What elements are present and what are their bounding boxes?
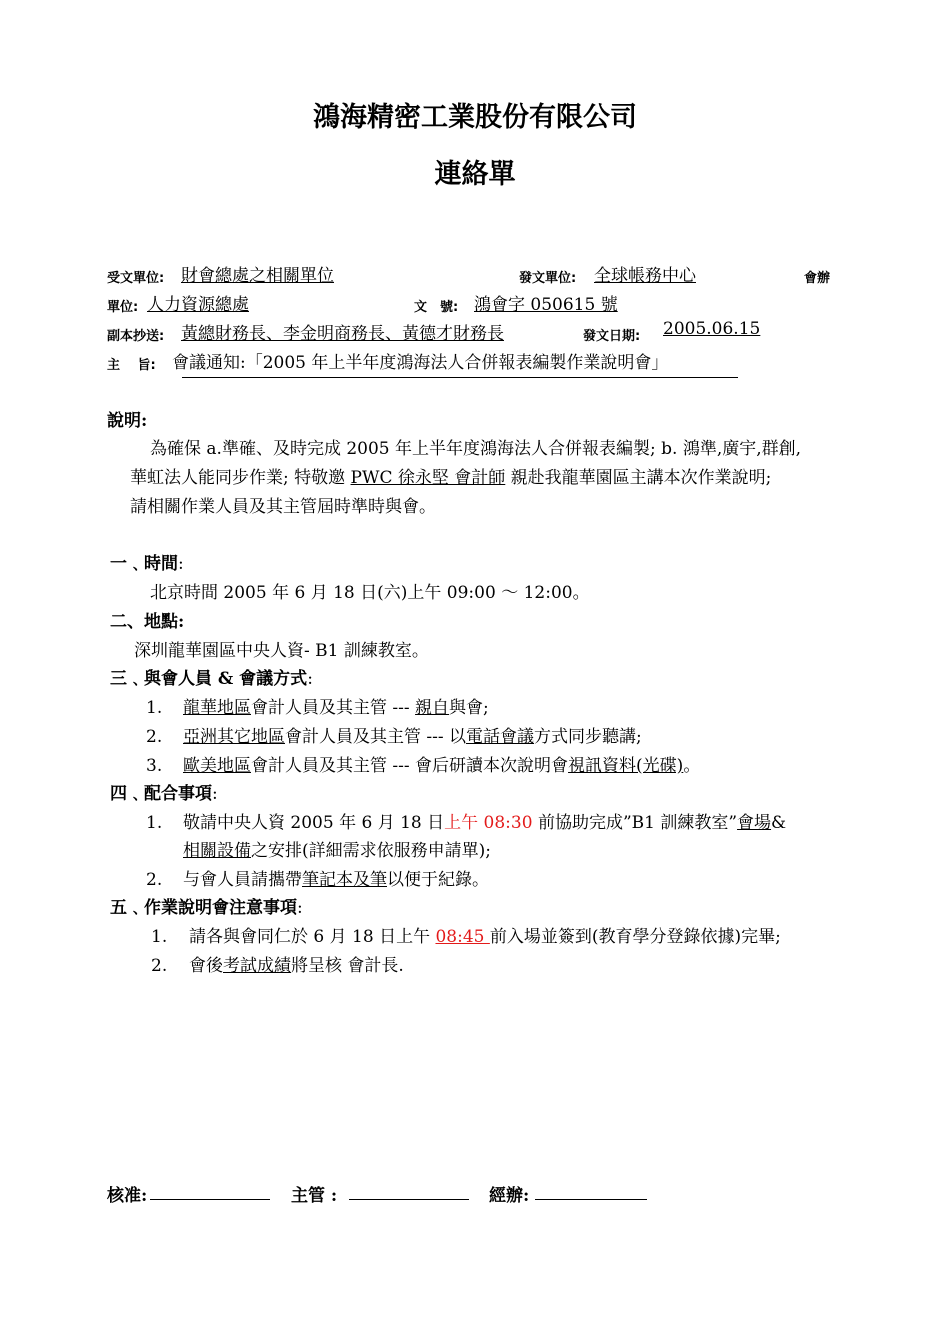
time-heading: 一﹑時間: <box>110 554 184 574</box>
list-item: 2. 亞洲其它地區會計人員及其主管 --- 以電話會議方式同步聽講; <box>146 727 642 747</box>
explanation-line-2: 華虹法人能同步作業; 特敬邀 PWC 徐永堅 會計師 親赴我龍華園區主講本次作業說明; <box>130 468 772 488</box>
list-item: 2. 會後考試成績將呈核 會計長. <box>151 956 404 976</box>
list-item-continuation: 相關設備之安排(詳細需求依服務申請單); <box>183 841 491 861</box>
approve-signature-line <box>150 1199 270 1200</box>
cc-value: 黃總財務長、李金明商務長、黃德才財務長 <box>181 324 504 344</box>
list-item: 1. 龍華地區會計人員及其主管 --- 親自與會; <box>146 698 489 718</box>
place-text: 深圳龍華園區中央人資- B1 訓練教室。 <box>134 641 429 661</box>
attendees-heading: 三﹑與會人員 & 會議方式: <box>110 669 313 689</box>
explanation-line-3: 請相關作業人員及其主管屆時準時與會。 <box>130 497 436 517</box>
co-label: 會辦 <box>804 271 831 286</box>
subject-underline <box>182 377 738 378</box>
sender-label: 發文單位: <box>519 271 577 286</box>
notes-heading: 五﹑作業說明會注意事項: <box>110 898 303 918</box>
list-item: 1. 敬請中央人資 2005 年 6 月 18 日上午 08:30 前協助完成”B1 訓練教室”會場& <box>146 813 787 833</box>
handler-label: 經辦: <box>489 1186 530 1206</box>
recipient-value: 財會總處之相關單位 <box>181 266 334 286</box>
co-unit-label: 單位: <box>107 300 139 315</box>
coop-time-highlight: 上午 08:30 <box>444 813 533 833</box>
co-unit-value: 人力資源總處 <box>147 295 249 315</box>
explanation-line-1: 為確保 a.準確、及時完成 2005 年上半年度鴻海法人合併報表編製; b. 鴻準,廣宇,群創, <box>150 439 802 459</box>
document-type-title: 連絡單 <box>434 159 516 190</box>
list-item: 1. 請各與會同仁於 6 月 18 日上午 08:45 前入場並簽到(教育學分登錄依據)完畢; <box>151 927 781 947</box>
speaker-name: PWC 徐永堅 會計師 <box>350 468 506 488</box>
place-heading: 二、地點: <box>110 612 185 632</box>
subject-value: 會議通知:「2005 年上半年度鴻海法人合併報表編製作業說明會」 <box>172 353 669 373</box>
explanation-heading: 說明: <box>107 411 148 431</box>
list-item: 3. 歐美地區會計人員及其主管 --- 會后研讀本次說明會視訊資料(光碟)。 <box>146 756 701 776</box>
cc-label: 副本抄送: <box>107 329 165 344</box>
date-value: 2005.06.15 <box>663 319 761 339</box>
approve-label: 核准: <box>107 1186 148 1206</box>
handler-signature-line <box>535 1199 647 1200</box>
notes-time-highlight: 08:45 <box>435 927 490 947</box>
doc-no-value: 鴻會字 050615 號 <box>474 295 618 315</box>
cooperation-heading: 四﹑配合事項: <box>110 784 218 804</box>
recipient-label: 受文單位: <box>107 271 165 286</box>
sender-value: 全球帳務中心 <box>594 266 696 286</box>
date-label: 發文日期: <box>583 329 641 344</box>
supervisor-signature-line <box>349 1199 469 1200</box>
company-name: 鴻海精密工業股份有限公司 <box>313 102 637 133</box>
doc-no-label: 文 號: <box>414 300 459 315</box>
time-text: 北京時間 2005 年 6 月 18 日(六)上午 09:00 ～ 12:00。 <box>150 583 590 603</box>
supervisor-label: 主管 : <box>291 1186 338 1206</box>
list-item: 2. 与會人員請攜帶筆記本及筆以便于紀錄。 <box>146 870 489 890</box>
subject-label: 主 旨: <box>107 358 156 373</box>
